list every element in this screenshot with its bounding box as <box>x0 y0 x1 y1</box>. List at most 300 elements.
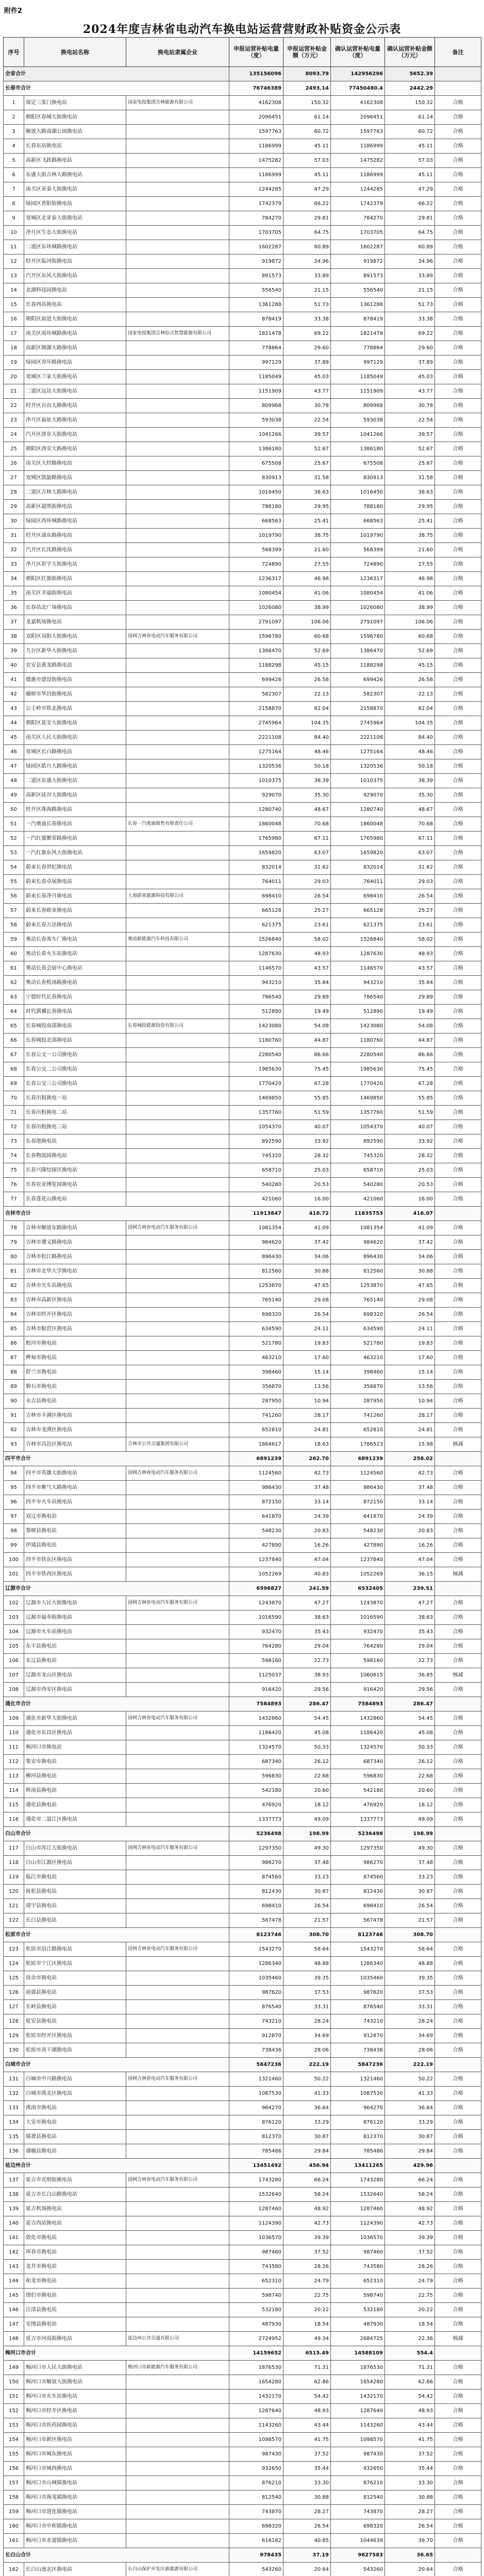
cell-subtotal-value: 262.70 <box>283 1452 331 1466</box>
cell-confirmed-amount: 50.22 <box>385 2072 435 2087</box>
cell-declared-amount: 54.45 <box>283 1711 331 1726</box>
cell-subtotal-value: 5236498 <box>331 1827 385 1841</box>
cell-company: 国家电投集团吉林能源有限公司 <box>126 96 229 110</box>
cell-declared-amount: 44.87 <box>283 1033 331 1048</box>
cell-index: 30 <box>4 514 24 529</box>
cell-confirmed-kwh: 1297350 <box>331 1841 385 1856</box>
cell-company <box>126 1856 229 1870</box>
cell-remark <box>435 2346 481 2361</box>
cell-confirmed-kwh: 1016450 <box>331 485 385 500</box>
cell-remark: 合格 <box>435 1812 481 1827</box>
cell-confirmed-amount: 41.06 <box>385 586 435 601</box>
table-row <box>4 1120 481 1134</box>
cell-confirmed-kwh: 1186999 <box>331 168 385 182</box>
cell-remark: 合格 <box>435 355 481 370</box>
cell-confirmed-kwh: 1770420 <box>331 1077 385 1091</box>
cell-remark: 合格 <box>435 1481 481 1495</box>
cell-declared-kwh: 1188298 <box>229 658 283 673</box>
cell-declared-amount: 43.77 <box>283 384 331 399</box>
cell-company: 国网吉林省电动汽车服务有限公司 <box>126 1841 229 1856</box>
cell-confirmed-amount: 43.77 <box>385 384 435 399</box>
cell-confirmed-amount: 104.35 <box>385 716 435 731</box>
cell-index: 69 <box>4 1077 24 1091</box>
cell-station-name: 抚松县换电站 <box>24 1885 126 1899</box>
cell-confirmed-amount: 20.22 <box>385 2303 435 2317</box>
cell-confirmed-kwh: 1019790 <box>331 529 385 543</box>
cell-remark: 合格 <box>435 1279 481 1293</box>
table-row <box>4 716 481 731</box>
cell-station-name: 二道区东环城路换电站 <box>24 240 126 255</box>
cell-declared-kwh: 1087530 <box>229 2087 283 2101</box>
cell-index: 83 <box>4 1293 24 1308</box>
cell-station-name: 高新区硅谷大街换电站 <box>24 788 126 803</box>
cell-declared-amount: 20.53 <box>283 1178 331 1192</box>
cell-remark: 合格 <box>435 817 481 832</box>
cell-company <box>126 2115 229 2130</box>
cell-confirmed-amount: 16.00 <box>385 1192 435 1207</box>
cell-station-name: 长白县换电站 <box>24 1913 126 1928</box>
cell-confirmed-amount: 26.54 <box>385 1308 435 1322</box>
table-row <box>4 2433 481 2447</box>
cell-remark: 合格 <box>435 1409 481 1423</box>
cell-confirmed-amount: 41.09 <box>385 1221 435 1235</box>
cell-station-name: 吉林市经开区换电站 <box>24 1308 126 1322</box>
cell-confirmed-kwh: 1361288 <box>331 298 385 312</box>
cell-declared-kwh: 675508 <box>229 456 283 471</box>
cell-declared-amount: 41.33 <box>283 2087 331 2101</box>
cell-station-name: 松原市经开区换电站 <box>24 2029 126 2043</box>
cell-index: 7 <box>4 182 24 197</box>
cell-declared-amount: 86.66 <box>283 1048 331 1062</box>
cell-confirmed-kwh: 2158870 <box>331 702 385 716</box>
cell-index: 160 <box>4 2519 24 2534</box>
cell-declared-kwh: 1010375 <box>229 774 283 788</box>
cell-remark: 合格 <box>435 1178 481 1192</box>
cell-company: 国网吉林省电动汽车服务有限公司 <box>126 1711 229 1726</box>
table-row <box>4 1611 481 1625</box>
cell-declared-amount: 24.79 <box>283 2274 331 2289</box>
cell-confirmed-kwh: 1703705 <box>331 226 385 240</box>
cell-confirmed-amount: 30.88 <box>385 2490 435 2505</box>
cell-declared-amount: 48.67 <box>283 803 331 817</box>
cell-subtotal-value: 5847236 <box>229 2058 283 2072</box>
cell-declared-kwh: 1236317 <box>229 572 283 586</box>
cell-confirmed-amount: 20.83 <box>385 1524 435 1538</box>
cell-index: 153 <box>4 2418 24 2433</box>
cell-declared-amount: 60.68 <box>283 630 331 644</box>
cell-confirmed-kwh: 872150 <box>331 1495 385 1510</box>
cell-confirmed-amount: 29.03 <box>385 875 435 889</box>
cell-confirmed-kwh: 2791097 <box>331 615 385 630</box>
cell-index: 105 <box>4 1639 24 1654</box>
cell-confirmed-kwh: 1386470 <box>331 644 385 658</box>
cell-subtotal-value: 222.19 <box>385 2058 435 2072</box>
cell-declared-amount: 21.57 <box>283 1913 331 1928</box>
cell-station-name: 汽开区创业大街换电站 <box>24 428 126 442</box>
cell-declared-amount: 17.60 <box>283 1351 331 1365</box>
cell-confirmed-amount: 25.67 <box>385 456 435 471</box>
cell-confirmed-kwh: 743580 <box>331 2260 385 2274</box>
cell-company <box>126 255 229 269</box>
cell-confirmed-kwh: 1765980 <box>331 832 385 846</box>
cell-index: 65 <box>4 1019 24 1033</box>
table-row <box>4 2389 481 2404</box>
cell-company <box>126 557 229 572</box>
cell-declared-amount: 55.85 <box>283 1091 331 1106</box>
cell-remark: 合格 <box>435 139 481 154</box>
cell-company <box>126 1870 229 1885</box>
cell-station-name: 吉林市松江路换电站 <box>24 1250 126 1264</box>
cell-confirmed-kwh: 876210 <box>331 2476 385 2490</box>
cell-remark: 合格 <box>435 716 481 731</box>
cell-index: 77 <box>4 1192 24 1207</box>
cell-company <box>126 2404 229 2418</box>
cell-company <box>126 1553 229 1567</box>
cell-remark: 合格 <box>435 514 481 529</box>
cell-subtotal-value: 8093.79 <box>283 67 331 81</box>
cell-confirmed-amount: 22.73 <box>385 1654 435 1668</box>
cell-declared-kwh: 878419 <box>229 312 283 327</box>
cell-company <box>126 1611 229 1625</box>
cell-station-name: 长白山池北区换电站 <box>24 2563 126 2576</box>
table-row <box>4 586 481 601</box>
cell-confirmed-kwh: 598160 <box>331 1654 385 1668</box>
table-row <box>4 456 481 471</box>
cell-declared-kwh: 1143260 <box>229 2418 283 2433</box>
cell-declared-kwh: 1080454 <box>229 586 283 601</box>
cell-subtotal-value: 11835753 <box>331 1207 385 1221</box>
cell-declared-kwh: 1035460 <box>229 1971 283 1986</box>
cell-declared-kwh: 724890 <box>229 557 283 572</box>
table-row <box>4 2087 481 2101</box>
cell-declared-kwh: 512890 <box>229 1005 283 1019</box>
cell-remark: 合格 <box>435 1033 481 1048</box>
cell-declared-kwh: 1765980 <box>229 832 283 846</box>
cell-confirmed-kwh: 652310 <box>331 2274 385 2289</box>
table-row <box>4 2014 481 2029</box>
cell-confirmed-amount: 34.06 <box>385 1250 435 1264</box>
cell-declared-amount: 46.98 <box>283 572 331 586</box>
cell-index: 3 <box>4 125 24 139</box>
cell-remark: 合格 <box>435 413 481 428</box>
cell-confirmed-kwh: 812370 <box>331 2130 385 2144</box>
cell-confirmed-amount: 28.24 <box>385 2014 435 2029</box>
cell-station-name: 梅河口市人民大街换电站 <box>24 2361 126 2375</box>
cell-confirmed-kwh: 2745964 <box>331 716 385 731</box>
cell-confirmed-kwh: 786540 <box>331 990 385 1005</box>
cell-declared-amount: 25.27 <box>283 904 331 918</box>
cell-station-name: 汽开区东风大街换电站 <box>24 269 126 283</box>
cell-confirmed-amount: 38.63 <box>385 1611 435 1625</box>
cell-declared-amount: 33.30 <box>283 2476 331 2490</box>
cell-confirmed-amount: 37.48 <box>385 1481 435 1495</box>
cell-confirmed-amount: 106.06 <box>385 615 435 630</box>
cell-declared-kwh: 987620 <box>229 1986 283 2000</box>
cell-declared-kwh: 1275164 <box>229 745 283 759</box>
cell-confirmed-kwh: 1337773 <box>331 1812 385 1827</box>
cell-declared-kwh: 698320 <box>229 2519 283 2534</box>
cell-confirmed-amount: 49.09 <box>385 1812 435 1827</box>
cell-station-name: 榆树市华昌街换电站 <box>24 687 126 702</box>
cell-index: 92 <box>4 1423 24 1437</box>
cell-declared-kwh: 540280 <box>229 1178 283 1192</box>
table-row <box>4 875 481 889</box>
cell-declared-kwh: 1324570 <box>229 1740 283 1755</box>
cell-remark: 合格 <box>435 2447 481 2462</box>
table-row <box>4 1755 481 1769</box>
cell-declared-amount: 33.38 <box>283 312 331 327</box>
table-row <box>4 644 481 658</box>
cell-confirmed-amount: 43.44 <box>385 2418 435 2433</box>
cell-remark: 合格 <box>435 2260 481 2274</box>
cell-declared-amount: 34.69 <box>283 2029 331 2043</box>
cell-remark: 合格 <box>435 1293 481 1308</box>
cell-confirmed-kwh: 876540 <box>331 2000 385 2014</box>
cell-confirmed-amount: 22.36 <box>385 2332 435 2346</box>
cell-declared-kwh: 738436 <box>229 2043 283 2058</box>
cell-declared-kwh: 698320 <box>229 1308 283 1322</box>
cell-subtotal-label: 白城市合计 <box>4 2058 229 2072</box>
cell-remark: 合格 <box>435 687 481 702</box>
cell-station-name: 敦化市换电站 <box>24 2231 126 2245</box>
cell-remark: 合格 <box>435 1351 481 1365</box>
table-row <box>4 918 481 933</box>
cell-index: 130 <box>4 2043 24 2058</box>
cell-declared-kwh: 621375 <box>229 918 283 933</box>
cell-remark: 合格 <box>435 2216 481 2231</box>
cell-station-name: 四平市英雄大街换电站 <box>24 1466 126 1481</box>
cell-confirmed-amount: 67.28 <box>385 1077 435 1091</box>
cell-remark: 合格 <box>435 442 481 456</box>
table-row <box>4 514 481 529</box>
cell-declared-kwh: 1146570 <box>229 961 283 976</box>
table-row <box>4 1625 481 1639</box>
cell-declared-kwh: 1244285 <box>229 182 283 197</box>
cell-station-name: 珲春市换电站 <box>24 2245 126 2260</box>
table-row <box>4 1250 481 1264</box>
cell-index: 56 <box>4 889 24 904</box>
cell-confirmed-kwh: 287950 <box>331 1394 385 1409</box>
cell-company <box>126 211 229 226</box>
cell-confirmed-kwh: 1432860 <box>331 1711 385 1726</box>
cell-declared-kwh: 786540 <box>229 990 283 1005</box>
cell-declared-kwh: 896430 <box>229 1250 283 1264</box>
cell-confirmed-amount: 45.03 <box>385 370 435 384</box>
cell-remark: 合格 <box>435 341 481 355</box>
cell-confirmed-amount: 33.29 <box>385 2115 435 2130</box>
table-row <box>4 168 481 182</box>
cell-declared-amount: 39.35 <box>283 1971 331 1986</box>
cell-declared-amount: 35.30 <box>283 788 331 803</box>
table-row <box>4 2173 481 2188</box>
cell-confirmed-kwh: 1035460 <box>331 1971 385 1986</box>
cell-remark: 合格 <box>435 1596 481 1611</box>
cell-declared-amount: 21.60 <box>283 543 331 557</box>
cell-company <box>126 961 229 976</box>
cell-company <box>126 1668 229 1683</box>
cell-confirmed-kwh: 1280740 <box>331 803 385 817</box>
table-row <box>4 1264 481 1279</box>
cell-station-name: 长春莲花山换电站 <box>24 1192 126 1207</box>
cell-company <box>126 399 229 413</box>
cell-company <box>126 615 229 630</box>
cell-index: 129 <box>4 2029 24 2043</box>
table-row <box>4 1351 481 1365</box>
cell-declared-kwh: 687340 <box>229 1755 283 1769</box>
cell-declared-amount: 104.35 <box>283 716 331 731</box>
cell-company <box>126 1365 229 1380</box>
cell-confirmed-kwh: 476920 <box>331 1798 385 1812</box>
cell-station-name: 辽源市西安区换电站 <box>24 1683 126 1697</box>
cell-company <box>126 1885 229 1899</box>
table-row-subtotal <box>4 1452 481 1466</box>
cell-remark: 合格 <box>435 1308 481 1322</box>
cell-index: 50 <box>4 803 24 817</box>
cell-index: 10 <box>4 226 24 240</box>
table-row <box>4 976 481 990</box>
table-row <box>4 2361 481 2375</box>
cell-declared-amount: 51.59 <box>283 1106 331 1120</box>
cell-company <box>126 355 229 370</box>
table-row-subtotal <box>4 2346 481 2361</box>
table-row <box>4 283 481 298</box>
cell-remark: 合格 <box>435 658 481 673</box>
cell-confirmed-amount: 57.03 <box>385 154 435 168</box>
cell-declared-amount: 20.60 <box>283 1784 331 1798</box>
cell-company <box>126 687 229 702</box>
cell-declared-kwh: 987460 <box>229 2245 283 2260</box>
cell-index: 40 <box>4 658 24 673</box>
cell-confirmed-kwh: 1786523 <box>331 1437 385 1452</box>
cell-company <box>126 860 229 875</box>
cell-declared-kwh: 1098570 <box>229 2433 283 2447</box>
cell-declared-amount: 43.44 <box>283 2418 331 2433</box>
cell-station-name: 辽源市龙山区换电站 <box>24 1668 126 1683</box>
cell-confirmed-amount: 24.79 <box>385 2274 435 2289</box>
cell-station-name: 农安县黄龙路换电站 <box>24 658 126 673</box>
cell-confirmed-kwh: 658710 <box>331 1163 385 1178</box>
page-title: 2024年度吉林省电动汽车换电站运营营财政补贴资金公示表 <box>82 23 402 36</box>
cell-confirmed-amount: 30.88 <box>385 1264 435 1279</box>
table-row <box>4 1639 481 1654</box>
cell-company <box>126 1178 229 1192</box>
cell-confirmed-kwh: 596830 <box>331 1769 385 1784</box>
cell-company: 国网吉林省电动汽车服务有限公司 <box>126 1596 229 1611</box>
table-row <box>4 2216 481 2231</box>
cell-remark: 合格 <box>435 644 481 658</box>
cell-confirmed-kwh: 812540 <box>331 2490 385 2505</box>
cell-confirmed-kwh: 932470 <box>331 1625 385 1639</box>
cell-station-name: 经开区临河街换电站 <box>24 255 126 269</box>
cell-station-name: 吉林市火车站换电站 <box>24 1279 126 1293</box>
cell-subtotal-value: 258.02 <box>385 1452 435 1466</box>
table-row <box>4 933 481 947</box>
table-row <box>4 1971 481 1986</box>
cell-declared-amount: 28.06 <box>283 2043 331 2058</box>
cell-declared-kwh: 743210 <box>229 2014 283 2029</box>
cell-company <box>126 240 229 255</box>
cell-company: 长春一汽奥迪销售有限责任公司 <box>126 817 229 832</box>
cell-index: 155 <box>4 2447 24 2462</box>
cell-confirmed-kwh: 4162308 <box>331 96 385 110</box>
cell-confirmed-amount: 26.12 <box>385 1755 435 1769</box>
cell-index: 24 <box>4 428 24 442</box>
cell-subtotal-value: 6532405 <box>331 1582 385 1596</box>
table-row <box>4 2130 481 2144</box>
cell-declared-kwh: 652810 <box>229 1423 283 1437</box>
cell-confirmed-kwh: 1081354 <box>331 1221 385 1235</box>
cell-subtotal-value: 13451492 <box>229 2159 283 2173</box>
cell-declared-kwh: 812370 <box>229 2130 283 2144</box>
cell-confirmed-amount: 33.38 <box>385 312 435 327</box>
cell-index: 75 <box>4 1163 24 1178</box>
table-row <box>4 1322 481 1336</box>
cell-index: 135 <box>4 2130 24 2144</box>
table-row <box>4 731 481 745</box>
table-row <box>4 399 481 413</box>
cell-remark: 合格 <box>435 803 481 817</box>
cell-confirmed-amount: 29.84 <box>385 2144 435 2159</box>
cell-remark: 合格 <box>435 1942 481 1957</box>
cell-subtotal-value: 286.47 <box>283 1697 331 1711</box>
cell-confirmed-kwh: 912870 <box>331 2029 385 2043</box>
table-row <box>4 500 481 514</box>
cell-remark: 合格 <box>435 904 481 918</box>
cell-confirmed-amount: 34.96 <box>385 255 435 269</box>
cell-confirmed-amount: 24.39 <box>385 1510 435 1524</box>
cell-company <box>126 2447 229 2462</box>
cell-station-name: 集安市换电站 <box>24 1755 126 1769</box>
cell-confirmed-kwh: 784270 <box>331 211 385 226</box>
cell-station-name: 辉南县换电站 <box>24 1784 126 1798</box>
cell-confirmed-amount: 23.61 <box>385 918 435 933</box>
cell-declared-amount: 22.75 <box>283 2289 331 2303</box>
cell-confirmed-kwh: 1186999 <box>331 139 385 154</box>
cell-station-name: 图们市换电站 <box>24 2289 126 2303</box>
cell-remark: 合格 <box>435 211 481 226</box>
cell-confirmed-kwh: 487930 <box>331 2317 385 2332</box>
table-row <box>4 2115 481 2130</box>
cell-confirmed-kwh: 1321460 <box>331 2072 385 2087</box>
cell-subtotal-value: 418.72 <box>283 1207 331 1221</box>
cell-station-name: 大安市换电站 <box>24 2115 126 2130</box>
table-row <box>4 2476 481 2490</box>
cell-declared-amount: 29.08 <box>283 1293 331 1308</box>
cell-confirmed-amount: 60.68 <box>385 630 435 644</box>
cell-company <box>126 1538 229 1553</box>
table-row <box>4 1134 481 1149</box>
cell-index: 86 <box>4 1336 24 1351</box>
cell-confirmed-amount: 29.56 <box>385 1683 435 1697</box>
cell-company <box>126 1293 229 1308</box>
cell-declared-kwh: 668563 <box>229 514 283 529</box>
cell-confirmed-amount: 38.75 <box>385 529 435 543</box>
cell-remark: 合格 <box>435 1784 481 1798</box>
table-row <box>4 2072 481 2087</box>
cell-company <box>126 1062 229 1077</box>
table-row <box>4 658 481 673</box>
cell-company <box>126 2289 229 2303</box>
cell-confirmed-kwh: 698320 <box>331 2519 385 2534</box>
cell-station-name: 梅河口市城西换电站 <box>24 2462 126 2476</box>
cell-subtotal-value: 308.70 <box>283 1928 331 1942</box>
cell-confirmed-amount: 54.42 <box>385 2389 435 2404</box>
cell-declared-amount: 35.84 <box>283 976 331 990</box>
cell-company <box>126 1986 229 2000</box>
cell-declared-amount: 33.31 <box>283 2000 331 2014</box>
cell-confirmed-amount: 61.14 <box>385 110 435 125</box>
cell-company <box>126 2375 229 2389</box>
